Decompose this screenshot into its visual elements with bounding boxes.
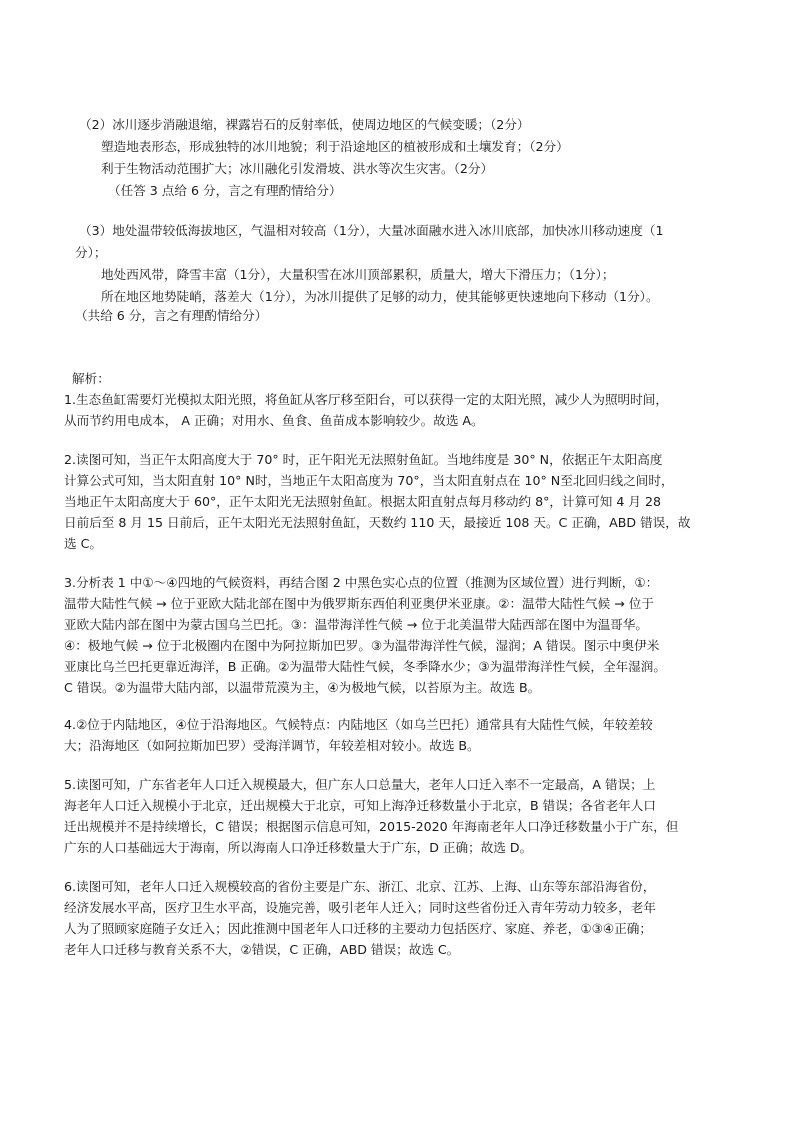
- analysis-q2-line: 选 C。: [64, 536, 102, 551]
- analysis-q5-line: 迁出规模并不是持续增长，C 错误；根据图示信息可知，2015-2020 年海南老年人口净迁移数量小于广东，但: [64, 819, 679, 834]
- analysis-q1-line: 1.生态鱼缸需要灯光模拟太阳光照，将鱼缸从客厅移至阳台，可以获得一定的太阳光照，减少人为照明时间，: [64, 392, 668, 407]
- answer-2-line-2: 塑造地表形态，形成独特的冰川地貌；利于沿途地区的植被形成和土壤发育；（2分）: [101, 139, 569, 154]
- analysis-q2-line: 2.读图可知，当正午太阳高度大于 70° 时，正午阳光无法照射鱼缸。当地纬度是 30° N，依据正午太阳高度: [64, 452, 663, 467]
- analysis-q3-line: 亚康比乌兰巴托更靠近海洋，B 正确。②为温带大陆性气候，冬季降水少；③为温带海洋性气候，全年湿润。: [64, 659, 666, 674]
- answer-3-line-2: 分）；: [75, 245, 107, 260]
- analysis-q2-line: 计算公式可知，当太阳直射 10° N时，当地正午太阳高度为 70°，当太阳直射点在 10° N至北回归线之间时，: [64, 473, 674, 488]
- analysis-q4-line: 大；沿海地区（如阿拉斯加巴罗）受海洋调节，年较差相对较小。故选 B。: [64, 738, 480, 753]
- analysis-q3-line: 温带大陆性气候 → 位于亚欧大陆北部在图中为俄罗斯东西伯利亚奥伊米亚康。②：温带大陆性气候 → 位于: [64, 596, 654, 611]
- answer-2-line-3: 利于生物活动范围扩大；冰川融化引发滑坡、洪水等次生灾害。（2分）: [101, 161, 494, 176]
- analysis-q3-line: 3.分析表 1 中①～④四地的气候资料，再结合图 2 中黑色实心点的位置（推测为区域位置）进行判断，①：: [64, 575, 659, 590]
- analysis-q6-line: 6.读图可知，老年人口迁入规模较高的省份主要是广东、浙江、北京、江苏、上海、山东等东部沿海省份，: [64, 879, 656, 894]
- analysis-q3-line: 亚欧大陆内部在图中为蒙古国乌兰巴托。③：温带海洋性气候 → 位于北美温带大陆西部在图中为温哥华。: [64, 617, 648, 632]
- answer-2-line-4: （任答 3 点给 6 分，言之有理酌情给分）: [108, 183, 342, 198]
- answer-3-line-4: 所在地区地势陡峭，落差大（1分），为冰川提供了足够的动力，使其能够更快速地向下移动（1分）。: [101, 289, 659, 304]
- analysis-q5-line: 5.读图可知，广东省老年人口迁入规模最大，但广东人口总量大，老年人口迁入率不一定最高，A 错误；上: [64, 777, 656, 792]
- answer-3-line-3: 地处西风带，降雪丰富（1分），大量积雪在冰川顶部累积，质量大，增大下滑压力；（1分）；: [101, 267, 615, 282]
- analysis-q2-line: 日前后至 8 月 15 日前后，正午太阳光无法照射鱼缸，天数约 110 天，最接近 108 天。C 正确，ABD 错误，故: [64, 515, 691, 530]
- analysis-q5-line: 广东的人口基础远大于海南，所以海南人口净迁移数量大于广东，D 正确；故选 D。: [64, 840, 533, 855]
- analysis-q1-line: 从而节约用电成本， A 正确；对用水、鱼食、鱼苗成本影响较少。故选 A。: [64, 413, 484, 428]
- analysis-q3-line: C 错误。②为温带大陆内部，以温带荒漠为主，④为极地气候，以苔原为主。故选 B。: [64, 680, 541, 695]
- analysis-q3-line: ④：极地气候 → 位于北极圈内在图中为阿拉斯加巴罗。③为温带海洋性气候，湿润；A 错误。图示中奥伊米: [64, 638, 660, 653]
- analysis-q6-line: 老年人口迁移与教育关系不大，②错误，C 正确，ABD 错误；故选 C。: [64, 942, 460, 957]
- analysis-q6-line: 人为了照顾家庭随子女迁入；因此推测中国老年人口迁移的主要动力包括医疗、家庭、养老，①③④正确；: [64, 921, 652, 936]
- analysis-q6-line: 经济发展水平高，医疗卫生水平高，设施完善，吸引老年人迁入；同时这些省份迁入青年劳动力较多，老年: [64, 900, 656, 915]
- analysis-q2-line: 当地正午太阳高度大于 60°，正午太阳光无法照射鱼缸。根据太阳直射点每月移动约 8°，计算可知 4 月 28: [64, 494, 662, 509]
- analysis-q5-line: 海老年人口迁入规模小于北京，迁出规模大于北京，可知上海净迁移数量小于北京，B 错误；各省老年人口: [64, 798, 656, 813]
- answer-3-line-1: （3）地处温带较低海拔地区，气温相对较高（1分），大量冰面融水进入冰川底部，加快冰川移动速度（1: [79, 223, 664, 238]
- analysis-heading: 解析：: [72, 371, 110, 386]
- answer-3-line-5: （共给 6 分，言之有理酌情给分）: [75, 308, 268, 323]
- analysis-q4-line: 4.②位于内陆地区，④位于沿海地区。气候特点：内陆地区（如乌兰巴托）通常具有大陆性气候，年较差较: [64, 717, 653, 732]
- answer-2-line-1: （2）冰川逐步消融退缩，裸露岩石的反射率低，使周边地区的气候变暖；（2分）: [79, 117, 530, 132]
